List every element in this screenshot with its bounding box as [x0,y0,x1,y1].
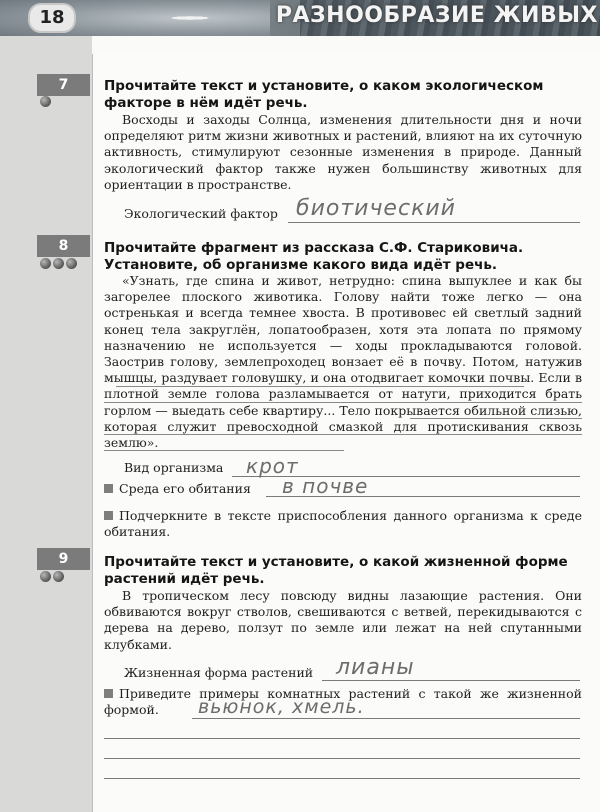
task-7-number: 7 [37,74,90,96]
task-9-answer-line-3 [104,758,580,759]
task-9-subtask-line-1 [192,718,580,719]
task-7-title: Прочитайте текст и установите, о каком экологическом факторе в нём идёт речь. [104,78,544,111]
task-9-answer-line [322,680,580,681]
task-8-title-line2: Установите, об организме какого вида идёт речь. [104,257,498,273]
page-number: 18 [28,3,76,33]
task-7-text: Восходы и заходы Солнца, изменения длительности дня и ночи определяют ритм жизни животных и растений, влияют на их суточную активность, стимулируют сезонные изменения в природе. Данный экологический фактор также нужен большинству животных для ориентации в пространстве. [104,112,582,192]
text-underline [104,434,582,435]
task-7-answer-label: Экологический фактор [124,206,278,221]
text-underline [116,386,524,387]
bullet-square-icon [104,511,113,520]
task-8-title-line1: Прочитайте фрагмент из рассказа С.Ф. Стариковича. [104,240,524,256]
text-underline [410,418,582,419]
left-margin [0,36,92,812]
task-8-answer1-label: Вид организма [124,460,224,475]
task-8-answer2-label-text: Среда его обитания [119,481,251,496]
task-9-subtask-handwritten-answer: вьюнок, хмель. [198,696,365,718]
task-7-handwritten-answer: биотический [296,196,456,221]
difficulty-dots-task-7 [40,96,51,108]
task-9-title: Прочитайте текст и установите, о какой жизненной форме растений идёт речь. [104,554,568,587]
task-9-answer-line-2 [104,738,580,739]
chapter-title: РАЗНООБРАЗИЕ ЖИВЫХ [275,3,598,28]
task-9-handwritten-answer: лианы [336,655,415,680]
bullet-square-icon [104,689,113,698]
page-header [0,0,600,36]
task-7-answer-line [288,222,580,223]
task-8-subtask [104,508,582,540]
task-9-text: В тропическом лесу повсюду видны лазающие растения. Они обвиваются вокруг стволов, свешиваются с ветвей, перекидываются с дерева на дерево, ползут по земле или лежат на ней спутанными клубками. [104,588,582,652]
task-8-subtask-text: Подчеркните в тексте приспособления данного организма к среде обитания. [104,508,582,540]
difficulty-dots-task-8 [40,258,77,270]
bullet-square-icon [104,484,113,493]
task-9-answer-label: Жизненная форма растений [124,665,314,680]
text-underline [104,402,582,403]
task-8-answer2-label [104,481,251,496]
task-9-subtask-text: Приведите примеры комнатных растений с такой же жизненной формой. [104,686,582,718]
text-underline [104,450,344,451]
task-8-handwritten-answer1: крот [246,454,299,478]
task-9-number: 9 [37,548,90,570]
task-9-answer-line-4 [104,778,580,779]
difficulty-dots-task-9 [40,571,64,583]
task-8-text: «Узнать, где спина и живот, нетрудно: спина выпуклее и как бы загорелее плоского животика. Голову найти тоже легко — она остренькая и всегда темнее хвоста. В противовес ей светлый задний конец тела закруглён, лопатообразен, хотя эта лопата по прямому назначению не используется — ходы прокладываются головой. Заострив голову, землепроходец вонзает её в почву. Потом, натужив мышцы, раздувает головушку, и она отодвигает комочки почвы. Если в плотной земле голова разламывается от натуги, приходится брать горлом — выедать себе квартиру... Тело покрывается обильной слизью, которая служит превосходной смазкой для протискивания сквозь землю». [104,273,582,451]
task-8-handwritten-answer2: в почве [282,474,369,498]
task-8-number: 8 [37,235,90,257]
